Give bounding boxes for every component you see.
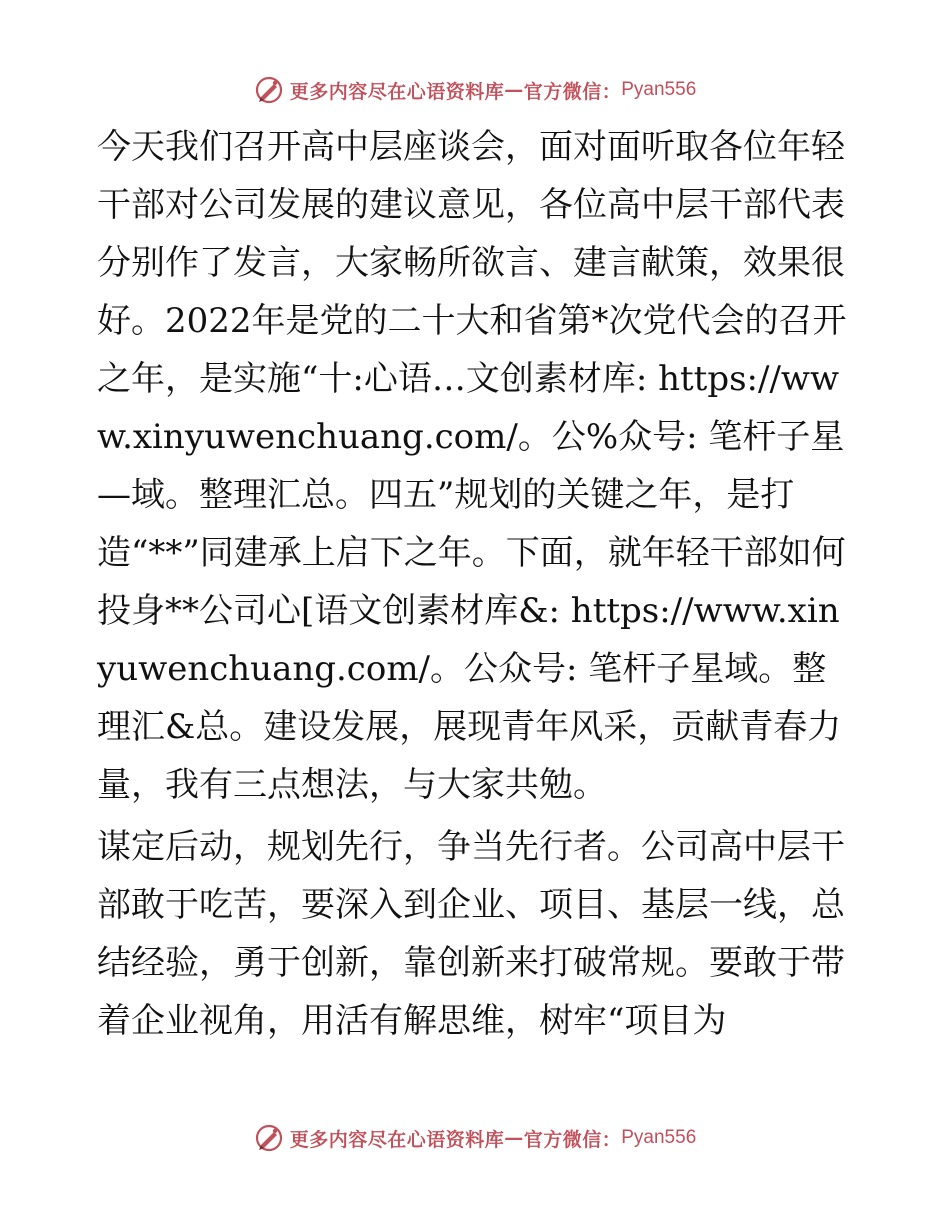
watermark-separator: — [504, 1127, 524, 1149]
watermark-wechat-label: 官方微信： [523, 1128, 622, 1151]
paragraph-1: 今天我们召开高中层座谈会，面对面听取各位年轻干部对公司发展的建议意见，各位高中层干部代表分别作了发言，大家畅所欲言、建言献策，效果很好。2022年是党的二十大和省第*次党代会的召开之年，是实施“十:心语…文创素材库: https://www.xinyuwenchuang.com/。公%众号: 笔杆子星—域。整理汇总。四五”规划的关键之年，是打造“**”同建承上启下之年。下面，就年轻干部如何投身**公司心[语文创素材库&: https://www.xinyuwenchuang.com/。公众号: 笔杆子星域。整理汇&总。建设发展，展现青年风采，贡献青春力量，我有三点想法，与大家共勉。 [97, 127, 847, 805]
paragraph-2: 谋定后动，规划先行，争当先行者。公司高中层干部敢于吃苦，要深入到企业、项目、基层一线，总结经验，勇于创新，靠创新来打破常规。要敢于带着企业视角，用活有解思维，树牢“项目为 [97, 827, 845, 1041]
watermark-site-text: 更多内容尽在心语资料库 [289, 1128, 505, 1151]
watermark-separator: — [504, 79, 524, 101]
watermark-banner-bottom [0, 1118, 950, 1158]
document-body [97, 118, 857, 1050]
pen-logo-icon [254, 1123, 284, 1153]
watermark-wechat-account: Pyan556 [621, 79, 697, 100]
watermark-wechat-account: Pyan556 [621, 1127, 697, 1148]
watermark-banner-top [0, 70, 950, 110]
watermark-wechat-label: 官方微信： [523, 80, 622, 103]
pen-logo-icon [254, 75, 284, 105]
watermark-site-text: 更多内容尽在心语资料库 [289, 80, 505, 103]
